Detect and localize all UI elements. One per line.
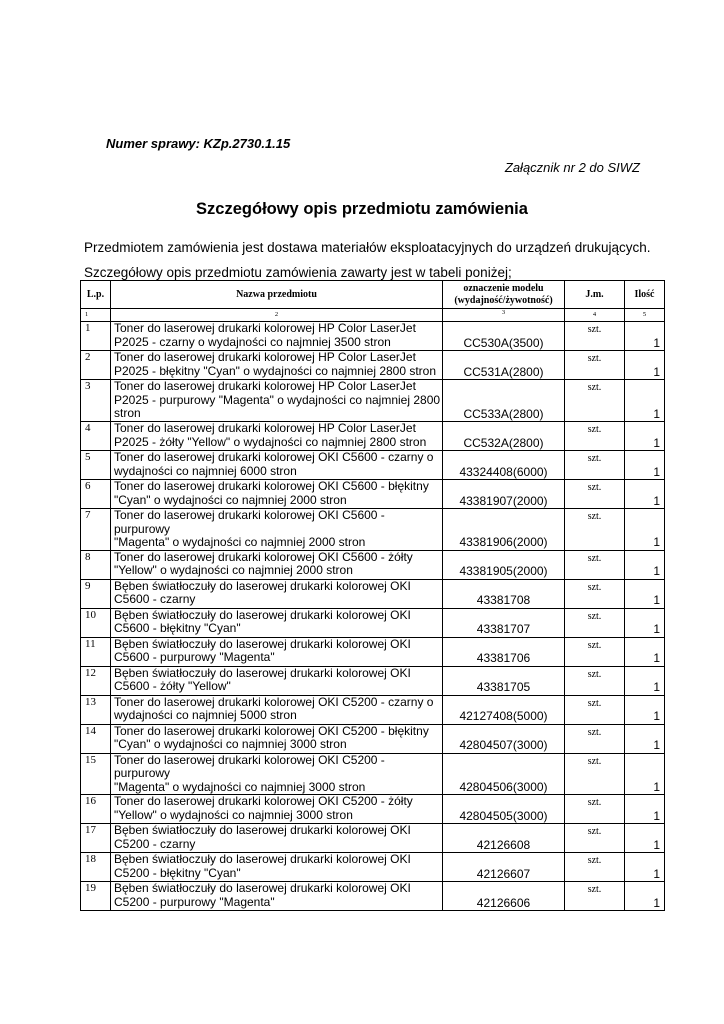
row-unit: szt. [565, 550, 625, 579]
table-row [81, 608, 665, 637]
row-unit: szt. [565, 451, 625, 480]
row-qty: 1 [625, 608, 665, 637]
row-lp: 12 [81, 666, 111, 695]
row-lp: 2 [81, 351, 111, 380]
row-name-line1: Toner do laserowej drukarki kolorowej HP Color LaserJet [114, 421, 416, 435]
table-row [81, 753, 665, 795]
case-number: Numer sprawy: KZp.2730.1.15 [106, 136, 291, 151]
row-name-line1: Toner do laserowej drukarki kolorowej OKI C5600 - żółty [114, 549, 413, 564]
row-qty: 1 [625, 579, 665, 608]
row-model: 43324408(6000) [443, 451, 565, 480]
row-qty: 1 [625, 795, 665, 824]
row-lp: 9 [81, 579, 111, 608]
row-name [111, 509, 443, 551]
row-name [111, 666, 443, 695]
row-lp: 1 [81, 322, 111, 351]
row-name [111, 853, 443, 882]
row-qty: 1 [625, 351, 665, 380]
row-name-line1: Bęben światłoczuły do laserowej drukarki kolorowej OKI [114, 636, 411, 651]
row-name-line1: Toner do laserowej drukarki kolorowej HP Color LaserJet [114, 321, 416, 335]
row-model: 43381705 [443, 666, 565, 695]
row-name-line2: "Cyan" o wydajności co najmniej 2000 stron [114, 492, 347, 507]
row-qty: 1 [625, 322, 665, 351]
row-lp: 7 [81, 509, 111, 551]
table-row [81, 322, 665, 351]
row-qty: 1 [625, 480, 665, 509]
row-model: 42804506(3000) [443, 753, 565, 795]
row-unit: szt. [565, 695, 625, 724]
row-lp: 10 [81, 608, 111, 637]
table-header-row [81, 281, 665, 309]
row-lp: 5 [81, 451, 111, 480]
table-row [81, 853, 665, 882]
row-lp: 3 [81, 380, 111, 422]
row-lp: 15 [81, 753, 111, 795]
row-lp: 13 [81, 695, 111, 724]
row-unit: szt. [565, 380, 625, 422]
column-index-row [81, 309, 665, 322]
row-model: 42126608 [443, 824, 565, 853]
row-name [111, 322, 443, 351]
attachment-label: Załącznik nr 2 do SIWZ [504, 160, 640, 175]
intro-paragraph: Przedmiotem zamówienia jest dostawa materiałów eksploatacyjnych do urządzeń drukujących. [84, 240, 651, 255]
row-name-line1: Bęben światłoczuły do laserowej drukarki kolorowej OKI [114, 607, 411, 622]
table-row [81, 422, 665, 451]
row-unit: szt. [565, 824, 625, 853]
row-name [111, 753, 443, 795]
row-model: 43381907(2000) [443, 480, 565, 509]
table-row [81, 724, 665, 753]
row-name-line2: C5600 - purpurowy "Magenta" [114, 650, 275, 664]
row-name-line2: C5200 - błękitny "Cyan" [114, 865, 241, 880]
row-name-line1: Toner do laserowej drukarki kolorowej OKI C5200 - czarny o [114, 694, 434, 709]
row-name-line2: P2025 - czarny o wydajności co najmniej 3500 stron [114, 334, 391, 349]
header-model-line2: (wydajność/żywotność) [454, 294, 553, 306]
row-name [111, 637, 443, 666]
row-qty: 1 [625, 666, 665, 695]
row-model: CC533A(2800) [443, 380, 565, 422]
table-row [81, 509, 665, 551]
row-unit: szt. [565, 795, 625, 824]
header-model [443, 281, 565, 309]
header-model-line1: oznaczenie modelu [463, 282, 544, 294]
row-name [111, 550, 443, 579]
row-name-line2: "Cyan" o wydajności co najmniej 3000 stron [114, 737, 347, 751]
row-qty: 1 [625, 451, 665, 480]
row-name-line1: Bęben światłoczuły do laserowej drukarki kolorowej OKI [114, 578, 411, 593]
row-name-line1: Toner do laserowej drukarki kolorowej OKI C5600 - purpurowy [114, 508, 385, 536]
row-lp: 6 [81, 480, 111, 509]
column-index-2: 2 [111, 309, 443, 322]
row-name-line1: Toner do laserowej drukarki kolorowej HP Color LaserJet [114, 350, 416, 364]
table-row [81, 579, 665, 608]
row-qty: 1 [625, 550, 665, 579]
intro-table-note: Szczegółowy opis przedmiotu zamówienia zawarty jest w tabeli poniżej; [84, 265, 512, 280]
row-unit: szt. [565, 666, 625, 695]
row-name-line1: Bęben światłoczuły do laserowej drukarki kolorowej OKI [114, 823, 411, 837]
header-name: Nazwa przedmiotu [111, 281, 443, 309]
row-name-line2: "Magenta" o wydajności co najmniej 3000 stron [114, 779, 366, 794]
table-row [81, 451, 665, 480]
row-name-line2: P2025 - błękitny "Cyan" o wydajności co najmniej 2800 stron [114, 363, 437, 378]
row-qty: 1 [625, 637, 665, 666]
row-lp: 17 [81, 824, 111, 853]
row-model: CC532A(2800) [443, 422, 565, 451]
row-model: 42804505(3000) [443, 795, 565, 824]
row-name-line2: C5200 - czarny [114, 836, 196, 851]
row-name-line2: C5600 - czarny [114, 592, 196, 606]
row-name-line1: Toner do laserowej drukarki kolorowej OKI C5200 - purpurowy [114, 752, 385, 780]
row-qty: 1 [625, 753, 665, 795]
header-qty: Ilość [625, 281, 665, 309]
row-unit: szt. [565, 322, 625, 351]
row-unit: szt. [565, 753, 625, 795]
row-name [111, 608, 443, 637]
row-name [111, 695, 443, 724]
table-row [81, 824, 665, 853]
row-model: CC531A(2800) [443, 351, 565, 380]
row-unit: szt. [565, 351, 625, 380]
row-name [111, 882, 443, 911]
row-qty: 1 [625, 422, 665, 451]
column-index-4: 4 [565, 309, 625, 322]
row-unit: szt. [565, 724, 625, 753]
row-qty: 1 [625, 724, 665, 753]
row-model: 42126607 [443, 853, 565, 882]
row-unit: szt. [565, 579, 625, 608]
row-lp: 11 [81, 637, 111, 666]
row-name-line1: Toner do laserowej drukarki kolorowej OKI C5200 - żółty [114, 794, 413, 808]
row-model: 43381708 [443, 579, 565, 608]
row-lp: 19 [81, 882, 111, 911]
table-row [81, 550, 665, 579]
row-qty: 1 [625, 882, 665, 911]
row-name [111, 480, 443, 509]
row-unit: szt. [565, 608, 625, 637]
row-unit: szt. [565, 422, 625, 451]
row-name [111, 351, 443, 380]
row-lp: 16 [81, 795, 111, 824]
row-name-line1: Bęben światłoczuły do laserowej drukarki kolorowej OKI [114, 881, 411, 895]
row-lp: 4 [81, 422, 111, 451]
row-name [111, 795, 443, 824]
row-name [111, 724, 443, 753]
table-row [81, 380, 665, 422]
row-model: 43381706 [443, 637, 565, 666]
row-model: 43381905(2000) [443, 550, 565, 579]
row-name [111, 422, 443, 451]
row-lp: 18 [81, 853, 111, 882]
column-index-5: 5 [625, 309, 665, 322]
row-qty: 1 [625, 853, 665, 882]
row-name-line1: Toner do laserowej drukarki kolorowej OKI C5600 - czarny o [114, 450, 434, 464]
row-name-line2: wydajności co najmniej 6000 stron [114, 463, 297, 478]
row-unit: szt. [565, 882, 625, 911]
row-name-line2: C5600 - żółty "Yellow" [114, 679, 231, 693]
column-index-1: 1 [81, 309, 111, 322]
row-lp: 14 [81, 724, 111, 753]
row-name-line1: Bęben światłoczuły do laserowej drukarki kolorowej OKI [114, 665, 411, 680]
row-qty: 1 [625, 695, 665, 724]
row-name-line1: Toner do laserowej drukarki kolorowej HP Color LaserJet [114, 379, 416, 393]
row-name-line3: stron [114, 406, 141, 420]
document-title: Szczegółowy opis przedmiotu zamówienia [196, 200, 528, 218]
row-name-line2: C5600 - błękitny "Cyan" [114, 621, 241, 635]
row-name-line2: P2025 - purpurowy "Magenta" o wydajności co najmniej 2800 [114, 392, 441, 407]
column-index-3: 3 [443, 309, 565, 322]
row-model: 43381906(2000) [443, 509, 565, 551]
row-model: 43381707 [443, 608, 565, 637]
header-unit: J.m. [565, 281, 625, 309]
table-row [81, 666, 665, 695]
table-row [81, 795, 665, 824]
row-unit: szt. [565, 637, 625, 666]
row-name-line2: "Yellow" o wydajności co najmniej 2000 stron [114, 563, 353, 577]
row-name-line1: Toner do laserowej drukarki kolorowej OKI C5600 - błękitny [114, 479, 429, 493]
table-row [81, 480, 665, 509]
row-qty: 1 [625, 824, 665, 853]
row-name [111, 824, 443, 853]
row-model: CC530A(3500) [443, 322, 565, 351]
row-model: 42127408(5000) [443, 695, 565, 724]
row-name [111, 579, 443, 608]
row-unit: szt. [565, 853, 625, 882]
table-row [81, 695, 665, 724]
row-qty: 1 [625, 380, 665, 422]
row-name [111, 451, 443, 480]
row-unit: szt. [565, 480, 625, 509]
row-name-line1: Bęben światłoczuły do laserowej drukarki kolorowej OKI [114, 852, 411, 866]
row-unit: szt. [565, 509, 625, 551]
row-name-line1: Toner do laserowej drukarki kolorowej OKI C5200 - błękitny [114, 723, 429, 738]
row-name-line2: P2025 - żółty "Yellow" o wydajności co najmniej 2800 stron [114, 434, 427, 449]
table-row [81, 351, 665, 380]
items-table [80, 280, 665, 911]
table-row [81, 637, 665, 666]
row-lp: 8 [81, 550, 111, 579]
row-name-line2: "Yellow" o wydajności co najmniej 3000 stron [114, 807, 353, 822]
row-model: 42804507(3000) [443, 724, 565, 753]
row-name-line2: wydajności co najmniej 5000 stron [114, 708, 297, 722]
row-model: 42126606 [443, 882, 565, 911]
row-name [111, 380, 443, 422]
header-lp: L.p. [81, 281, 111, 309]
row-name-line2: "Magenta" o wydajności co najmniej 2000 stron [114, 535, 366, 549]
row-qty: 1 [625, 509, 665, 551]
row-name-line2: C5200 - purpurowy "Magenta" [114, 894, 275, 909]
table-row [81, 882, 665, 911]
